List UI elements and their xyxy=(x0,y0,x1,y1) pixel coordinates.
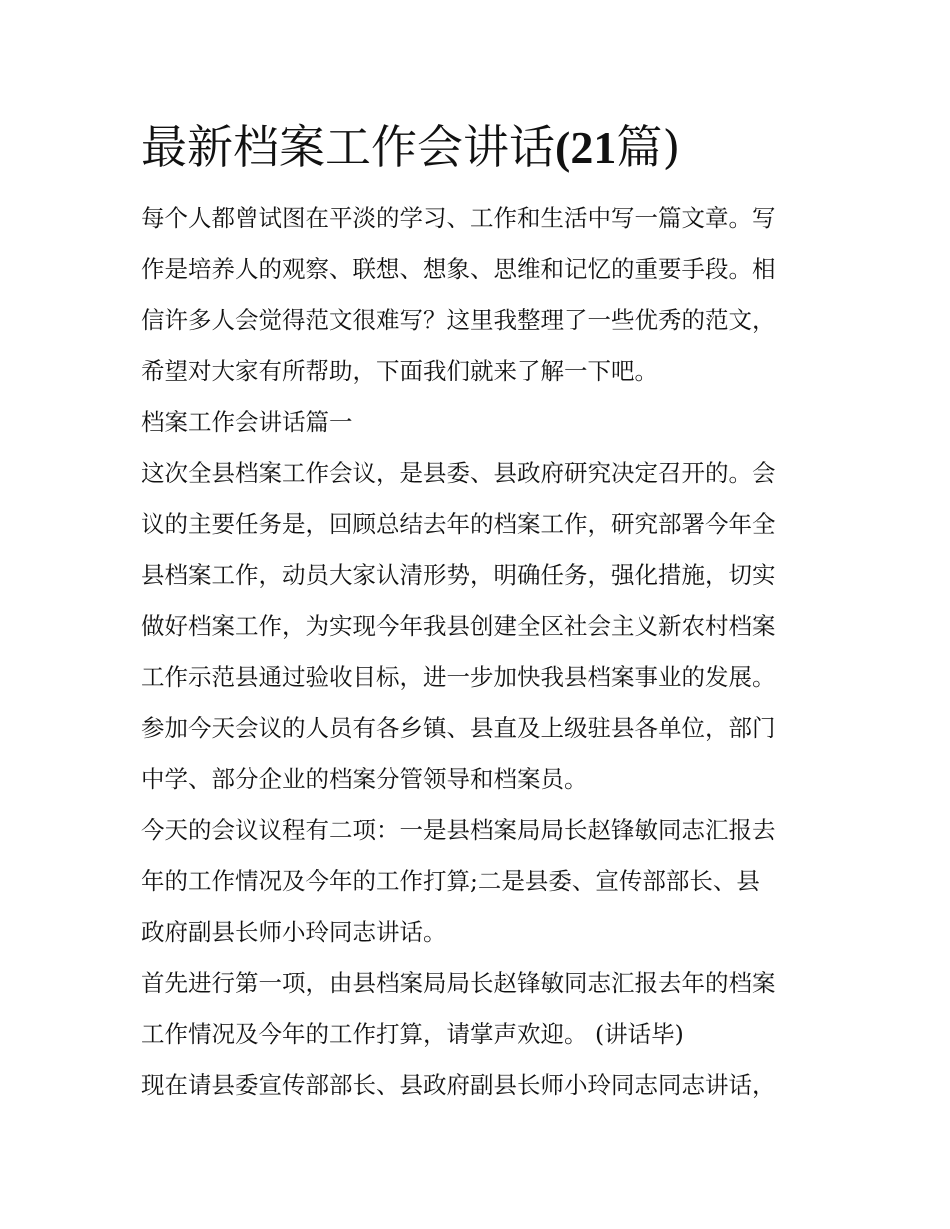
text-line: 县档案工作，动员大家认清形势，明确任务，强化措施，切实 xyxy=(141,561,776,589)
text-line: 现在请县委宣传部部长、县政府副县长师小玲同志同志讲话， xyxy=(141,1071,776,1099)
title-main: 最新档案工作会讲话 xyxy=(141,120,555,174)
text-line: 工作示范县通过验收目标，进一步加快我县档案事业的发展。 xyxy=(141,663,776,691)
paragraph-intro xyxy=(141,193,821,397)
text-line: 希望对大家有所帮助，下面我们就来了解一下吧。 xyxy=(141,357,658,385)
text-line: 信许多人会觉得范文很难写？这里我整理了一些优秀的范文， xyxy=(141,306,776,334)
text-line: 首先进行第一项，由县档案局局长赵锋敏同志汇报去年的档案 xyxy=(141,969,776,997)
text-line: 今天的会议议程有二项：一是县档案局局长赵锋敏同志汇报去 xyxy=(141,816,776,844)
paragraph-first-item xyxy=(141,958,821,1060)
document-page xyxy=(141,112,821,1111)
document-title xyxy=(141,112,821,183)
document-body xyxy=(141,193,821,1111)
paragraph-second-item xyxy=(141,1060,821,1111)
text-line: 作是培养人的观察、联想、想象、思维和记忆的重要手段。相 xyxy=(141,255,776,283)
text-line: 年的工作情况及今年的工作打算;二是县委、宣传部部长、县 xyxy=(141,867,760,895)
text-line: 做好档案工作，为实现今年我县创建全区社会主义新农村档案 xyxy=(141,612,776,640)
text-line: 议的主要任务是，回顾总结去年的档案工作，研究部署今年全 xyxy=(141,510,776,538)
text-line: 参加今天会议的人员有各乡镇、县直及上级驻县各单位，部门 xyxy=(141,714,776,742)
text-line: 档案工作会讲话篇一 xyxy=(141,408,353,436)
section-heading xyxy=(141,397,821,448)
text-line: 每个人都曾试图在平淡的学习、工作和生活中写一篇文章。写 xyxy=(141,204,776,232)
text-line: 这次全县档案工作会议，是县委、县政府研究决定召开的。会 xyxy=(141,459,776,487)
title-suffix: 篇) xyxy=(616,120,681,174)
title-count: (21 xyxy=(555,122,617,173)
text-line: 政府副县长师小玲同志讲话。 xyxy=(141,918,447,946)
paragraph-attendees xyxy=(141,703,821,805)
text-line: 工作情况及今年的工作打算，请掌声欢迎。 (讲话毕) xyxy=(141,1020,684,1048)
paragraph-agenda xyxy=(141,805,821,958)
text-line: 中学、部分企业的档案分管领导和档案员。 xyxy=(141,765,588,793)
paragraph-meeting-purpose xyxy=(141,448,821,703)
